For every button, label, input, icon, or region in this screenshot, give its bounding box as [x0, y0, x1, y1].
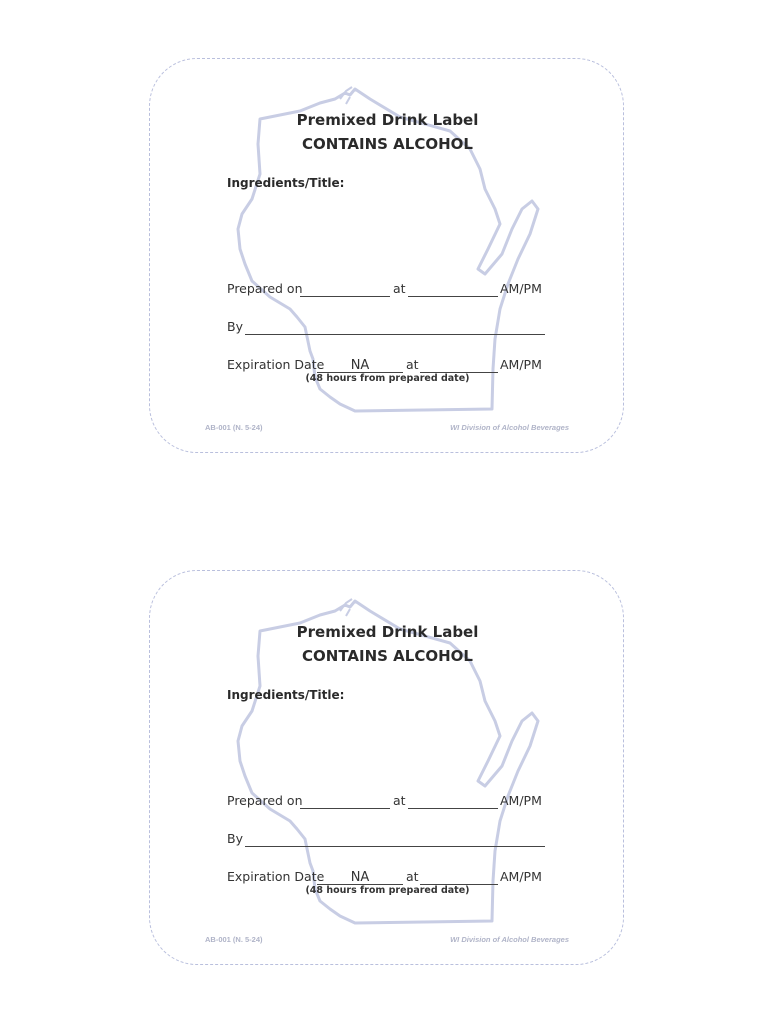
prepared-date-field[interactable] [300, 808, 390, 809]
ampm-label: AM/PM [500, 793, 542, 808]
prepared-time-field[interactable] [408, 808, 498, 809]
form-number: AB-001 (N. 5-24) [205, 935, 263, 944]
at-label: at [393, 281, 406, 296]
at-label: at [406, 357, 419, 372]
prepared-on-label: Prepared on [227, 281, 303, 296]
ingredients-label: Ingredients/Title: [227, 688, 345, 702]
at-label: at [393, 793, 406, 808]
at-label: at [406, 869, 419, 884]
expiration-date-label: Expiration Date [227, 357, 325, 372]
prepared-on-label: Prepared on [227, 793, 303, 808]
prepared-time-field[interactable] [408, 296, 498, 297]
prepared-by-field[interactable] [245, 334, 545, 335]
expiration-note: (48 hours from prepared date) [305, 373, 470, 384]
agency-name: WI Division of Alcohol Beverages [450, 423, 569, 432]
ingredients-label: Ingredients/Title: [227, 176, 345, 190]
expiration-date-value: NA [350, 358, 370, 373]
label-warning: CONTAINS ALCOHOL [302, 647, 473, 665]
label-warning: CONTAINS ALCOHOL [302, 135, 473, 153]
ampm-label: AM/PM [500, 357, 542, 372]
by-label: By [227, 319, 243, 334]
drink-label-card [149, 570, 624, 965]
label-title: Premixed Drink Label [296, 111, 479, 129]
prepared-by-field[interactable] [245, 846, 545, 847]
label-title: Premixed Drink Label [296, 623, 479, 641]
by-label: By [227, 831, 243, 846]
form-number: AB-001 (N. 5-24) [205, 423, 263, 432]
agency-name: WI Division of Alcohol Beverages [450, 935, 569, 944]
ampm-label: AM/PM [500, 869, 542, 884]
expiration-date-label: Expiration Date [227, 869, 325, 884]
ampm-label: AM/PM [500, 281, 542, 296]
expiration-note: (48 hours from prepared date) [305, 885, 470, 896]
drink-label-card [149, 58, 624, 453]
expiration-date-value: NA [350, 870, 370, 885]
prepared-date-field[interactable] [300, 296, 390, 297]
